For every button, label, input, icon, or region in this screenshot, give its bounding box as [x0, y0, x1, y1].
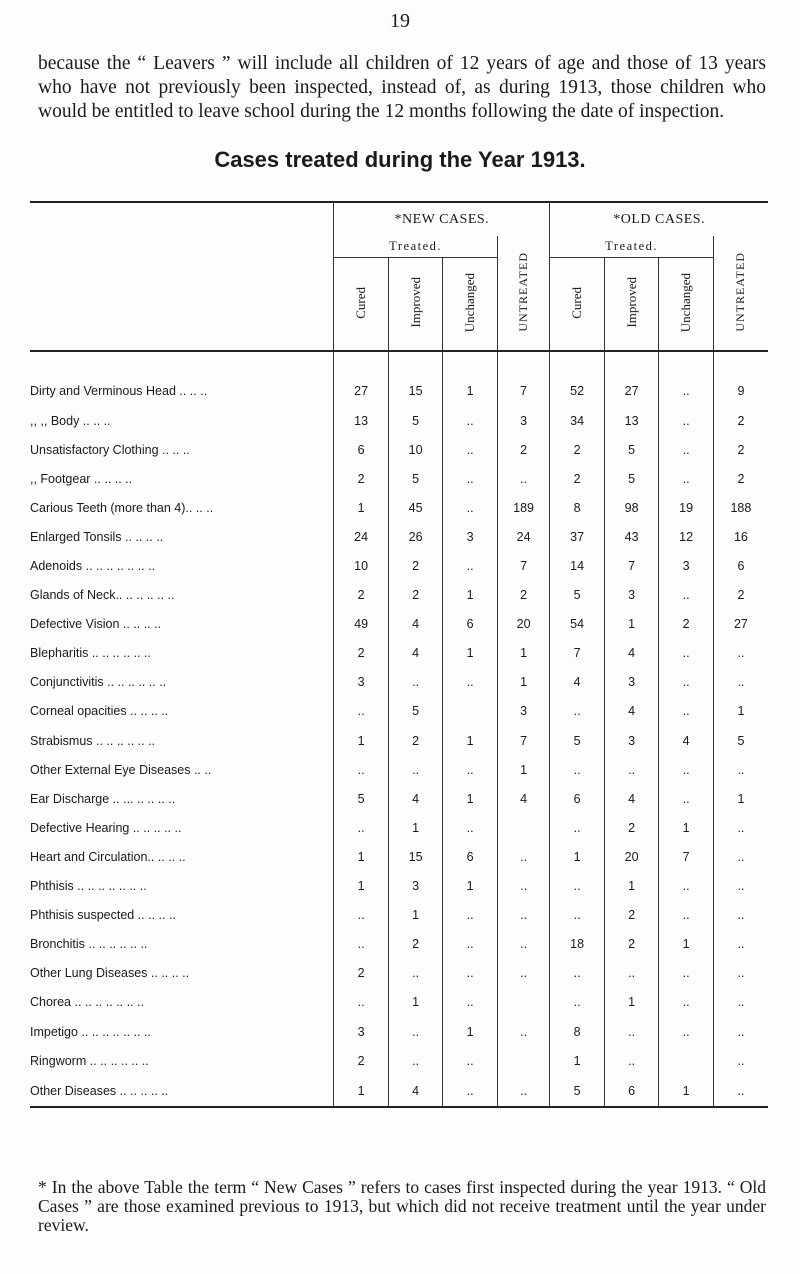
- table-cell: 5: [713, 726, 768, 755]
- table-cell: 4: [497, 784, 550, 813]
- table-cell: ..: [659, 464, 714, 493]
- table-cell: 3: [497, 406, 550, 435]
- new-improved-header: Improved: [388, 258, 443, 352]
- table-cell: ..: [713, 639, 768, 668]
- table-cell: 8: [550, 493, 605, 522]
- condition-name: Conjunctivitis .. .. .. .. .. ..: [30, 675, 167, 690]
- table-cell: 189: [497, 493, 550, 522]
- table-row: [30, 959, 768, 988]
- table-cell: ..: [497, 901, 550, 930]
- condition-name: ,, Footgear .. .. .. ..: [30, 471, 133, 486]
- table-cell: 2: [334, 959, 389, 988]
- header-blank-cell: [30, 202, 334, 351]
- table-cell: 27: [334, 351, 389, 406]
- table-cell: 5: [388, 697, 443, 726]
- table-cell: ..: [713, 1075, 768, 1107]
- condition-name: Impetigo .. .. .. .. .. .. ..: [30, 1024, 151, 1039]
- table-cell: 4: [388, 784, 443, 813]
- table-row: [30, 1046, 768, 1075]
- table-cell: 7: [550, 639, 605, 668]
- table-cell: ..: [550, 988, 605, 1017]
- table-cell: 2: [388, 581, 443, 610]
- table-cell: 2: [659, 610, 714, 639]
- table-cell: 12: [659, 522, 714, 551]
- table-cell: ..: [334, 988, 389, 1017]
- table-cell: ..: [550, 901, 605, 930]
- table-cell: 5: [334, 784, 389, 813]
- table-cell: ..: [443, 668, 498, 697]
- table-cell: ..: [443, 813, 498, 842]
- table-heading: Cases treated during the Year 1913.: [214, 147, 586, 172]
- table-cell: ..: [604, 959, 659, 988]
- table-cell: ..: [659, 988, 714, 1017]
- table-cell: 5: [604, 464, 659, 493]
- new-untreated-header: UNTREATED: [497, 236, 550, 351]
- table-cell: ..: [604, 1046, 659, 1075]
- condition-name: Enlarged Tonsils .. .. .. ..: [30, 529, 164, 544]
- condition-name: Carious Teeth (more than 4).. .. ..: [30, 500, 214, 515]
- table-cell: [443, 697, 498, 726]
- table-cell: 2: [713, 406, 768, 435]
- table-cell: 15: [388, 842, 443, 871]
- table-cell: ..: [388, 1017, 443, 1046]
- condition-name: Unsatisfactory Clothing .. .. ..: [30, 442, 190, 457]
- condition-name: Corneal opacities .. .. .. ..: [30, 704, 169, 719]
- table-cell: 1: [334, 1075, 389, 1107]
- table-cell: 4: [388, 610, 443, 639]
- table-cell: 1: [550, 1046, 605, 1075]
- table-cell: 6: [443, 842, 498, 871]
- table-cell: ..: [334, 901, 389, 930]
- table-cell: ..: [659, 668, 714, 697]
- old-cured-header: Cured: [550, 258, 605, 352]
- table-cell: 188: [713, 493, 768, 522]
- table-row: [30, 610, 768, 639]
- table-row: [30, 668, 768, 697]
- table-cell: 49: [334, 610, 389, 639]
- table-cell: 2: [388, 930, 443, 959]
- table-cell: ..: [334, 697, 389, 726]
- old-cases-header: *OLD CASES.: [550, 202, 768, 236]
- condition-name: Heart and Circulation.. .. .. ..: [30, 849, 186, 864]
- condition-name: Defective Vision .. .. .. ..: [30, 617, 162, 632]
- table-cell: ..: [443, 464, 498, 493]
- table-cell: 98: [604, 493, 659, 522]
- table-cell: ..: [713, 930, 768, 959]
- table-cell: 13: [334, 406, 389, 435]
- table-cell: 1: [388, 988, 443, 1017]
- table-cell: ..: [659, 872, 714, 901]
- table-cell: 1: [659, 930, 714, 959]
- table-cell: 2: [388, 551, 443, 580]
- table-cell: 20: [604, 842, 659, 871]
- old-improved-header: Improved: [604, 258, 659, 352]
- table-cell: 1: [443, 581, 498, 610]
- table-cell: [497, 813, 550, 842]
- table-cell: 24: [497, 522, 550, 551]
- table-cell: 2: [604, 901, 659, 930]
- table-cell: 6: [334, 435, 389, 464]
- table-cell: 2: [334, 1046, 389, 1075]
- table-cell: ..: [388, 755, 443, 784]
- table-cell: 16: [713, 522, 768, 551]
- table-cell: ..: [713, 1046, 768, 1075]
- table-cell: ..: [443, 930, 498, 959]
- table-cell: 4: [388, 639, 443, 668]
- table-cell: 7: [659, 842, 714, 871]
- table-row: [30, 1017, 768, 1046]
- table-row: [30, 493, 768, 522]
- old-unchanged-header: Unchanged: [659, 258, 714, 352]
- table-cell: 5: [388, 406, 443, 435]
- table-cell: 1: [497, 639, 550, 668]
- table-cell: ..: [443, 988, 498, 1017]
- table-row: [30, 755, 768, 784]
- table-cell: 5: [550, 1075, 605, 1107]
- table-cell: ..: [550, 813, 605, 842]
- table-cell: 4: [659, 726, 714, 755]
- table-row: [30, 901, 768, 930]
- table-row: [30, 464, 768, 493]
- table-cell: 1: [659, 813, 714, 842]
- table-cell: 1: [443, 872, 498, 901]
- table-cell: 1: [713, 784, 768, 813]
- table-cell: ..: [713, 842, 768, 871]
- table-cell: ..: [659, 901, 714, 930]
- table-cell: ..: [659, 435, 714, 464]
- table-cell: ..: [443, 1046, 498, 1075]
- table-cell: 4: [550, 668, 605, 697]
- table-cell: 14: [550, 551, 605, 580]
- table-row: [30, 988, 768, 1017]
- table-cell: ..: [659, 639, 714, 668]
- table-row: [30, 522, 768, 551]
- table-cell: 9: [713, 351, 768, 406]
- table-cell: 6: [713, 551, 768, 580]
- table-cell: [659, 1046, 714, 1075]
- table-cell: 5: [388, 464, 443, 493]
- table-cell: ..: [550, 697, 605, 726]
- table-cell: 1: [334, 493, 389, 522]
- table-cell: 27: [604, 351, 659, 406]
- footnote: * In the above Table the term “ New Cases ” refers to cases first inspected during the year 1913. “ Old Cases ” are those examined previous to 1913, but which did not receive treatment until the year under review.: [38, 1177, 766, 1235]
- table-row: [30, 406, 768, 435]
- table-cell: ..: [659, 959, 714, 988]
- table-cell: ..: [443, 755, 498, 784]
- table-cell: ..: [713, 988, 768, 1017]
- intro-paragraph: because the “ Leavers ” will include all children of 12 years of age and those of 13 years who have not previously been inspected, instead of, as during 1913, those children who would be entitled to leave school during the 12 months following the date of inspection.: [38, 53, 766, 122]
- table-cell: ..: [713, 901, 768, 930]
- table-cell: [497, 988, 550, 1017]
- table-cell: ..: [443, 1075, 498, 1107]
- condition-name: Phthisis .. .. .. .. .. .. ..: [30, 879, 147, 894]
- table-cell: 1: [443, 784, 498, 813]
- table-cell: 1: [334, 842, 389, 871]
- table-cell: 3: [604, 726, 659, 755]
- table-cell: ..: [659, 755, 714, 784]
- table-cell: 8: [550, 1017, 605, 1046]
- table-cell: 2: [550, 464, 605, 493]
- table-cell: 1: [443, 1017, 498, 1046]
- table-cell: 2: [713, 435, 768, 464]
- table-row: [30, 697, 768, 726]
- table-cell: 1: [604, 610, 659, 639]
- condition-name: Ringworm .. .. .. .. .. ..: [30, 1053, 149, 1068]
- table-body: [30, 351, 768, 1107]
- table-cell: 6: [550, 784, 605, 813]
- table-cell: 1: [388, 813, 443, 842]
- table-row: [30, 639, 768, 668]
- condition-name: Strabismus .. .. .. .. .. ..: [30, 733, 156, 748]
- table-cell: 3: [443, 522, 498, 551]
- table-cell: 2: [604, 930, 659, 959]
- table-row: [30, 581, 768, 610]
- table-cell: 10: [388, 435, 443, 464]
- old-untreated-header: UNTREATED: [713, 236, 768, 351]
- table-cell: 1: [713, 697, 768, 726]
- table-cell: ..: [388, 1046, 443, 1075]
- table-row: [30, 872, 768, 901]
- table-cell: 5: [550, 726, 605, 755]
- table-cell: ..: [443, 406, 498, 435]
- table-cell: 26: [388, 522, 443, 551]
- table-cell: ..: [334, 813, 389, 842]
- table-cell: ..: [334, 755, 389, 784]
- table-cell: 2: [334, 464, 389, 493]
- table-cell: 34: [550, 406, 605, 435]
- table-cell: 7: [497, 551, 550, 580]
- table-cell: [497, 1046, 550, 1075]
- table-cell: 3: [388, 872, 443, 901]
- table-cell: 7: [604, 551, 659, 580]
- table-cell: 3: [604, 581, 659, 610]
- table-cell: 15: [388, 351, 443, 406]
- table-cell: ..: [659, 697, 714, 726]
- condition-name: Phthisis suspected .. .. .. ..: [30, 908, 176, 923]
- table-cell: 1: [443, 726, 498, 755]
- condition-name: Glands of Neck.. .. .. .. .. ..: [30, 588, 175, 603]
- table-cell: 2: [497, 435, 550, 464]
- table-cell: 1: [334, 726, 389, 755]
- table-cell: ..: [550, 959, 605, 988]
- condition-name: Defective Hearing .. .. .. .. ..: [30, 820, 182, 835]
- table-cell: ..: [659, 351, 714, 406]
- table-cell: ..: [497, 930, 550, 959]
- table-cell: 1: [388, 901, 443, 930]
- table-cell: 1: [497, 668, 550, 697]
- table-cell: 37: [550, 522, 605, 551]
- table-cell: ..: [443, 901, 498, 930]
- table-cell: ..: [713, 872, 768, 901]
- table-cell: 43: [604, 522, 659, 551]
- table-cell: 2: [497, 581, 550, 610]
- table-cell: ..: [604, 755, 659, 784]
- table-cell: 20: [497, 610, 550, 639]
- table-row: [30, 930, 768, 959]
- table-cell: 2: [334, 639, 389, 668]
- table-row: [30, 842, 768, 871]
- table-row: [30, 551, 768, 580]
- condition-name: Other Lung Diseases .. .. .. ..: [30, 966, 190, 981]
- table-cell: 5: [550, 581, 605, 610]
- table-cell: 1: [497, 755, 550, 784]
- table-cell: 27: [713, 610, 768, 639]
- table-cell: 54: [550, 610, 605, 639]
- table-cell: ..: [659, 581, 714, 610]
- table-cell: 6: [443, 610, 498, 639]
- table-cell: 1: [550, 842, 605, 871]
- table-cell: ..: [659, 784, 714, 813]
- table-cell: 5: [604, 435, 659, 464]
- table-cell: 3: [334, 668, 389, 697]
- page-number: 19: [390, 10, 410, 32]
- table-cell: ..: [443, 959, 498, 988]
- table-cell: 4: [604, 784, 659, 813]
- table-cell: ..: [659, 406, 714, 435]
- table-row: [30, 435, 768, 464]
- table-cell: 52: [550, 351, 605, 406]
- table-cell: ..: [497, 1075, 550, 1107]
- table-cell: 1: [443, 351, 498, 406]
- table-row: [30, 784, 768, 813]
- condition-name: Other External Eye Diseases .. ..: [30, 762, 212, 777]
- table-cell: ..: [497, 1017, 550, 1046]
- table-cell: 4: [604, 697, 659, 726]
- table-cell: 1: [443, 639, 498, 668]
- table-row: [30, 813, 768, 842]
- table-row: [30, 1075, 768, 1107]
- old-treated-header: Treated.: [550, 236, 714, 258]
- table-cell: ..: [713, 755, 768, 784]
- new-cases-header: *NEW CASES.: [334, 202, 550, 236]
- table-cell: 1: [604, 872, 659, 901]
- table-cell: ..: [497, 464, 550, 493]
- table-cell: 45: [388, 493, 443, 522]
- table-cell: ..: [713, 668, 768, 697]
- table-cell: ..: [443, 551, 498, 580]
- table-cell: 4: [604, 639, 659, 668]
- table-cell: ..: [659, 1017, 714, 1046]
- table-cell: 6: [604, 1075, 659, 1107]
- condition-name: Chorea .. .. .. .. .. .. ..: [30, 995, 144, 1010]
- new-unchanged-header: Unchanged: [443, 258, 498, 352]
- table-cell: 10: [334, 551, 389, 580]
- condition-name: Dirty and Verminous Head .. .. ..: [30, 384, 208, 398]
- table-cell: 2: [388, 726, 443, 755]
- table-cell: ..: [497, 842, 550, 871]
- table-cell: 18: [550, 930, 605, 959]
- table-cell: 7: [497, 351, 550, 406]
- table-cell: 24: [334, 522, 389, 551]
- table-cell: ..: [443, 493, 498, 522]
- table-cell: 3: [604, 668, 659, 697]
- table-cell: 2: [713, 464, 768, 493]
- table-cell: 2: [713, 581, 768, 610]
- condition-name: Adenoids .. .. .. .. .. .. ..: [30, 559, 156, 574]
- condition-name: Bronchitis .. .. .. .. .. ..: [30, 937, 148, 952]
- new-cured-header: Cured: [334, 258, 389, 352]
- table-cell: ..: [497, 959, 550, 988]
- table-cell: ..: [497, 872, 550, 901]
- table-cell: 3: [659, 551, 714, 580]
- table-cell: 4: [388, 1075, 443, 1107]
- table-cell: ..: [713, 813, 768, 842]
- condition-name: Other Diseases .. .. .. .. ..: [30, 1075, 334, 1107]
- cases-table: [30, 201, 768, 1108]
- condition-name: Blepharitis .. .. .. .. .. ..: [30, 646, 151, 661]
- table-cell: ..: [550, 872, 605, 901]
- table-cell: ..: [604, 1017, 659, 1046]
- table-cell: ..: [388, 668, 443, 697]
- table-cell: 2: [550, 435, 605, 464]
- table-cell: 13: [604, 406, 659, 435]
- new-treated-header: Treated.: [334, 236, 498, 258]
- table-cell: ..: [388, 959, 443, 988]
- table-cell: 3: [497, 697, 550, 726]
- table-cell: ..: [550, 755, 605, 784]
- condition-name: Ear Discharge .. ... .. .. .. ..: [30, 791, 176, 806]
- table-row: [30, 351, 768, 406]
- table-cell: ..: [713, 959, 768, 988]
- table-cell: 7: [497, 726, 550, 755]
- table-cell: 1: [334, 872, 389, 901]
- table-cell: 1: [604, 988, 659, 1017]
- table-cell: 1: [659, 1075, 714, 1107]
- table-cell: ..: [713, 1017, 768, 1046]
- table-cell: ..: [334, 930, 389, 959]
- table-cell: ..: [443, 435, 498, 464]
- table-row: [30, 726, 768, 755]
- table-cell: 3: [334, 1017, 389, 1046]
- table-cell: 19: [659, 493, 714, 522]
- condition-name: ,, ,, Body .. .. ..: [30, 413, 111, 428]
- table-cell: 2: [334, 581, 389, 610]
- table-cell: 2: [604, 813, 659, 842]
